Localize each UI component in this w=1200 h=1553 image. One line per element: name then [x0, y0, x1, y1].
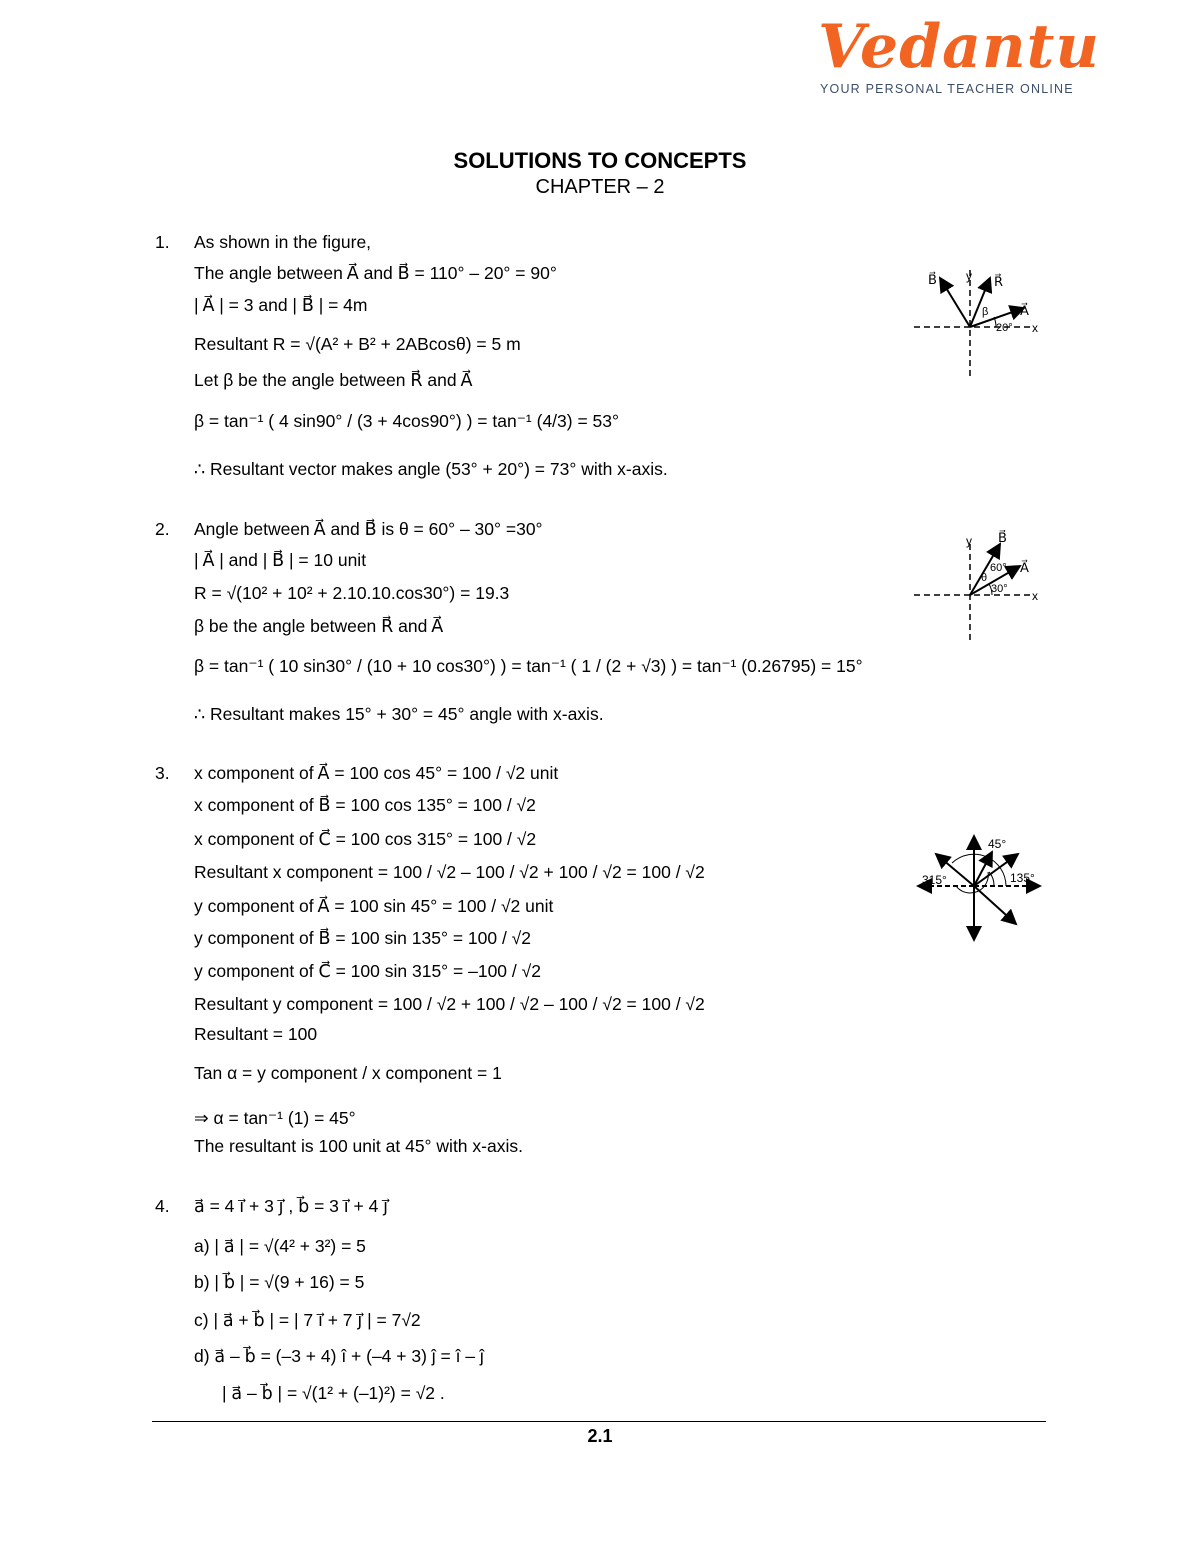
label-315deg: 315° [922, 873, 947, 887]
solution-line: c) | a⃗ + b⃗ | = | 7 i⃗ + 7 j⃗ | = 7√2 [194, 1310, 421, 1330]
solution-line: ⇒ α = tan⁻¹ (1) = 45° [194, 1108, 356, 1128]
question-3-vector-figure [910, 830, 1050, 946]
page-number: 2.1 [587, 1426, 613, 1446]
solution-line: a⃗ = 4 i⃗ + 3 j⃗ , b⃗ = 3 i⃗ + 4 j⃗ [194, 1196, 389, 1216]
chapter-heading: CHAPTER – 2 [535, 176, 665, 198]
label-x: x [1032, 589, 1038, 603]
solution-line: Resultant x component = 100 / √2 – 100 / √2 + 100 / √2 = 100 / √2 [194, 862, 705, 882]
solution-line: Angle between A⃗ and B⃗ is θ = 60° – 30° =30° [194, 519, 543, 539]
footer-divider [152, 1421, 1046, 1422]
solution-line: The resultant is 100 unit at 45° with x-axis. [194, 1136, 523, 1156]
solution-line: As shown in the figure, [194, 232, 372, 252]
solution-line: | A⃗ | = 3 and | B⃗ | = 4m [194, 295, 368, 315]
page-title: SOLUTIONS TO CONCEPTS [453, 148, 747, 173]
solution-line: β be the angle between R⃗ and A⃗ [194, 616, 444, 636]
vector-r-arrow [970, 278, 990, 327]
solution-line: y component of A⃗ = 100 sin 45° = 100 / √2 unit [194, 896, 554, 916]
question-number: 3. [155, 763, 170, 783]
solution-line: β = tan⁻¹ ( 4 sin90° / (3 + 4cos90°) ) = tan⁻¹ (4/3) = 53° [194, 411, 620, 431]
brand-tagline: YOUR PERSONAL TEACHER ONLINE [820, 82, 1074, 96]
solution-line: x component of B⃗ = 100 cos 135° = 100 / √2 [194, 795, 536, 815]
label-x: x [1032, 321, 1038, 335]
question-1-vector-figure [908, 266, 1048, 382]
solution-line: d) a⃗ – b⃗ = (–3 + 4) î + (–4 + 3) ĵ = î – ĵ [194, 1346, 484, 1366]
solution-line: Let β be the angle between R⃗ and A⃗ [194, 370, 473, 390]
resultant-arrow [974, 852, 992, 886]
solution-line: R = √(10² + 10² + 2.10.10.cos30°) = 19.3 [194, 583, 510, 603]
solution-line: | A⃗ | and | B⃗ | = 10 unit [194, 550, 367, 570]
label-theta: θ [981, 572, 988, 584]
solution-line: ∴ Resultant makes 15° + 30° = 45° angle with x-axis. [194, 704, 604, 724]
brand-logo: Vedantu [818, 12, 1101, 82]
question-number: 4. [155, 1196, 170, 1216]
solution-line: The angle between A⃗ and B⃗ = 110° – 20° = 90° [194, 263, 557, 283]
vector-c-arrow [974, 886, 1016, 924]
solution-line: β = tan⁻¹ ( 10 sin30° / (10 + 10 cos30°) ) = tan⁻¹ ( 1 / (2 + √3) ) = tan⁻¹ (0.26795) = 15° [194, 656, 863, 676]
solution-line: b) | b⃗ | = √(9 + 16) = 5 [194, 1272, 365, 1292]
label-b: B⃗ [928, 272, 937, 287]
solution-line: x component of A⃗ = 100 cos 45° = 100 / √2 unit [194, 763, 559, 783]
solution-line: x component of C⃗ = 100 cos 315° = 100 / √2 [194, 829, 537, 849]
solution-line: Resultant = 100 [194, 1024, 318, 1044]
label-20deg: 20° [996, 322, 1013, 334]
solution-line: Resultant y component = 100 / √2 + 100 / √2 – 100 / √2 = 100 / √2 [194, 994, 705, 1014]
solution-line: y component of C⃗ = 100 sin 315° = –100 / √2 [194, 961, 541, 981]
label-beta: β [982, 306, 989, 318]
label-b: B⃗ [998, 530, 1007, 545]
question-number: 1. [155, 232, 170, 252]
label-30deg: 30° [991, 583, 1008, 595]
solution-line: Tan α = y component / x component = 1 [194, 1063, 502, 1083]
solution-line: Resultant R = √(A² + B² + 2ABcosθ) = 5 m [194, 334, 521, 354]
label-a: A⃗ [1020, 560, 1029, 575]
solution-line: ∴ Resultant vector makes angle (53° + 20°) = 73° with x-axis. [194, 459, 668, 479]
question-2-vector-figure [908, 530, 1048, 646]
label-y: y [966, 534, 972, 548]
label-y: y [966, 269, 972, 283]
label-a: A⃗ [1020, 303, 1029, 318]
vector-b-arrow [940, 278, 970, 327]
label-45deg: 45° [988, 837, 1007, 851]
label-135deg: 135° [1010, 871, 1035, 885]
question-number: 2. [155, 519, 170, 539]
label-r: R⃗ [994, 274, 1004, 289]
solution-line: y component of B⃗ = 100 sin 135° = 100 / √2 [194, 928, 532, 948]
solution-line: | a⃗ – b⃗ | = √(1² + (–1)²) = √2 . [222, 1383, 445, 1403]
solution-line: a) | a⃗ | = √(4² + 3²) = 5 [194, 1236, 366, 1256]
label-60deg: 60° [990, 562, 1007, 574]
